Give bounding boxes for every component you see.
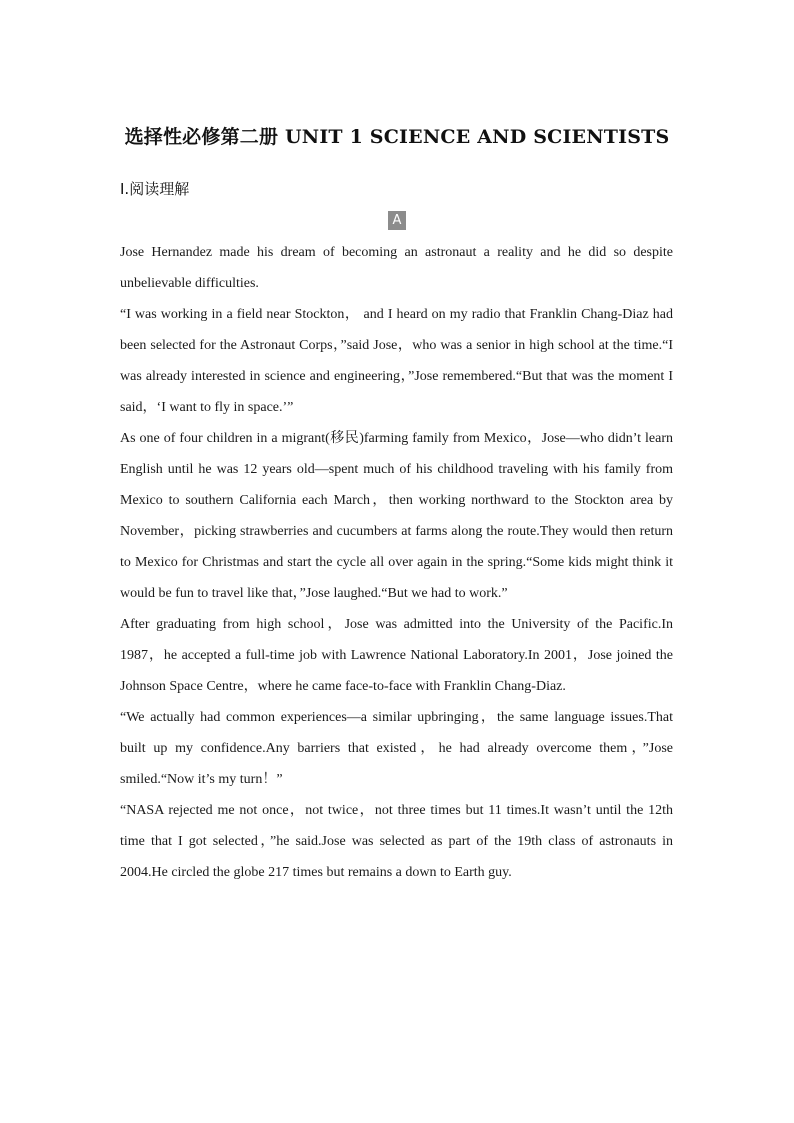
paragraph: “We actually had common experiences—a similar upbringing，the same language issues.That built up my confidence.Any barriers that existed，he had already overcome them，”Jose smiled.“Now it’s my turn！” bbox=[120, 710, 673, 787]
paragraph: Jose Hernandez made his dream of becoming an astronaut a reality and he did so despite unbelievable difficulties. bbox=[120, 245, 673, 291]
reading-passage bbox=[120, 237, 673, 888]
paragraph: “I was working in a field near Stockton， and I heard on my radio that Franklin Chang-Diaz had been selected for the Astronaut Corps，”said Jose，who was a senior in high school at the time.“I was already interested in science and engineering，”Jose remembered.“But that was the moment I said，‘I want to fly in space.’” bbox=[120, 307, 673, 415]
paragraph: As one of four children in a migrant(移民)farming family from Mexico，Jose—who didn’t learn English until he was 12 years old—spent much of his childhood traveling with his family from Mexico to southern California each March，then working northward to the Stockton area by November，picking strawberries and cucumbers at farms along the route.They would then return to Mexico for Christmas and start the cycle all over again in the spring.“Some kids might think it would be fun to travel like that，”Jose laughed.“But we had to work.” bbox=[120, 431, 673, 601]
paragraph: After graduating from high school，Jose was admitted into the University of the Pacific.In 1987，he accepted a full-time job with Lawrence National Laboratory.In 2001，Jose joined the Johnson Space Centre，where he came face-to-face with Franklin Chang-Diaz. bbox=[120, 617, 673, 694]
passage-label-row bbox=[0, 209, 794, 230]
section-heading: Ⅰ.阅读理解 bbox=[120, 180, 190, 198]
passage-label-badge: A bbox=[388, 211, 406, 230]
paragraph: “NASA rejected me not once，not twice，not three times but 11 times.It wasn’t until the 12th time that I got selected，”he said.Jose was selected as part of the 19th class of astronauts in 2004.He circled the globe 217 times but remains a down to Earth guy. bbox=[120, 803, 673, 880]
page-title: 选择性必修第二册 UNIT 1 SCIENCE AND SCIENTISTS bbox=[124, 126, 670, 148]
